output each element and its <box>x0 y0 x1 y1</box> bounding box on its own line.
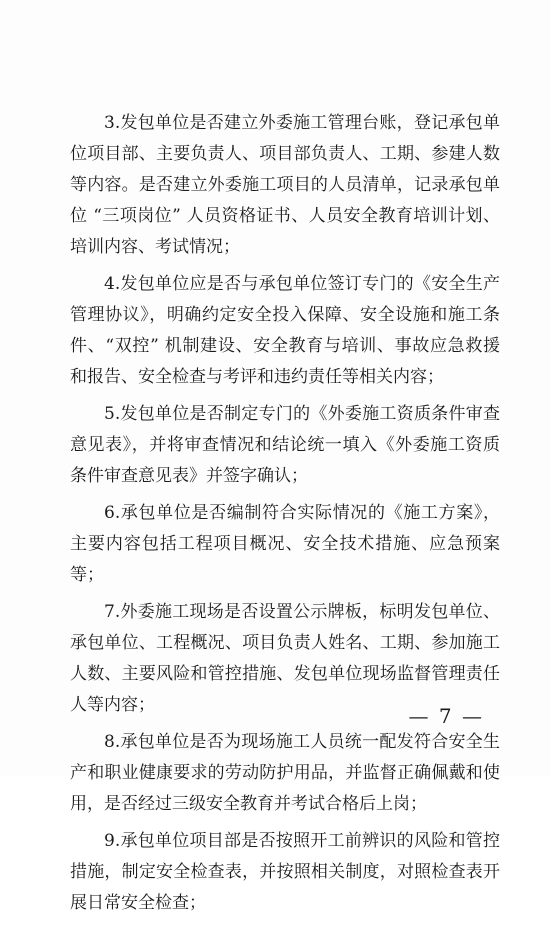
paragraph-item-3: 3.发包单位是否建立外委施工管理台账，登记承包单位项目部、主要负责人、项目部负责人、工期、参建人数等内容。是否建立外委施工项目的人员清单，记录承包单位 “三项岗位” 人员资格证书、人员安全教育培训计划、培训内容、考试情况； <box>70 113 500 257</box>
document-body <box>70 108 500 925</box>
paragraph-item-7: 7.外委施工现场是否设置公示牌板，标明发包单位、承包单位、工程概况、项目负责人姓名、工期、参加施工人数、主要风险和管控措施、发包单位现场监督管理责任人等内容； <box>70 602 500 715</box>
paragraph-item-6: 6.承包单位是否编制符合实际情况的《施工方案》，主要内容包括工程项目概况、安全技术措施、应急预案等； <box>70 503 500 585</box>
paragraph-item-9: 9.承包单位项目部是否按照开工前辨识的风险和管控措施，制定安全检查表，并按照相关制度，对照检查表开展日常安全检查； <box>70 831 500 913</box>
paragraph-item-5: 5.发包单位是否制定专门的《外委施工资质条件审查意见表》，并将审查情况和结论统一填入《外委施工资质条件审查意见表》并签字确认； <box>70 404 500 486</box>
paragraph-item-8: 8.承包单位是否为现场施工人员统一配发符合安全生产和职业健康要求的劳动防护用品，并监督正确佩戴和使用，是否经过三级安全教育并考试合格后上岗； <box>70 732 500 814</box>
page-number: — 7 — <box>408 704 484 728</box>
paragraph-item-4: 4.发包单位应是否与承包单位签订专门的《安全生产管理协议》，明确约定安全投入保障、安全设施和施工条件、“双控” 机制建设、安全教育与培训、事故应急救援和报告、安全检查与考评和违约责任等相关内容； <box>70 274 500 387</box>
